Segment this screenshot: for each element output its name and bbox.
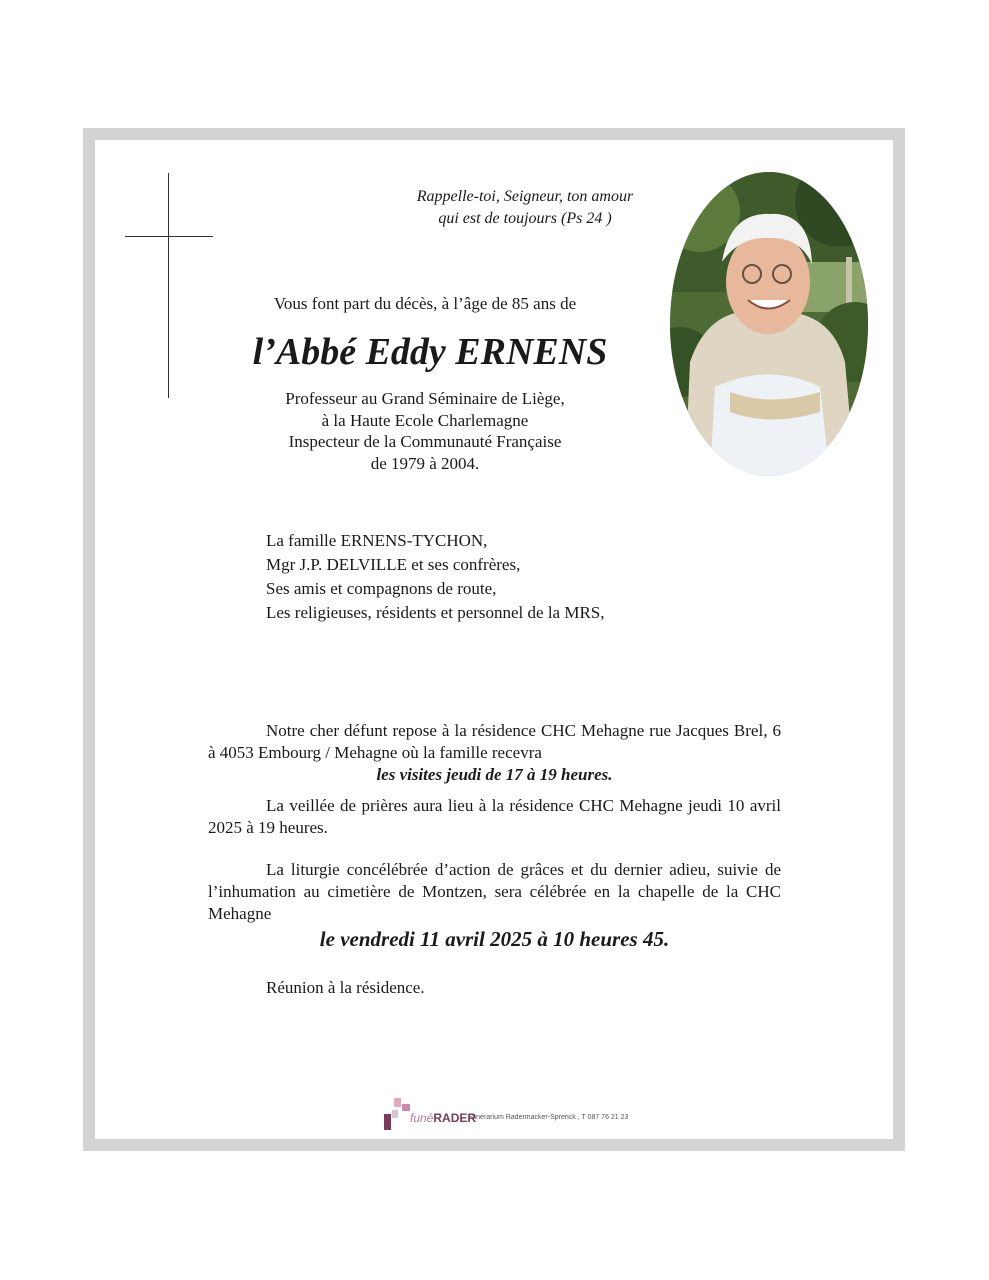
role-line: Professeur au Grand Séminaire de Liège, (285, 389, 565, 408)
family-list (266, 529, 726, 625)
announcement-line: Vous font part du décès, à l’âge de 85 ans de (273, 294, 577, 313)
liturgy-text: La liturgie concélébrée d’action de grâces et du dernier adieu, suivie de l’inhumation au cimetière de Montzen, sera célébrée en la chapelle de la CHC Mehagne (208, 860, 781, 923)
role-line: à la Haute Ecole Charlemagne (321, 410, 529, 430)
reunion-note: Réunion à la résidence. (266, 978, 425, 997)
roles-block (225, 388, 625, 474)
vigil-paragraph (208, 795, 781, 839)
role-line: de 1979 à 2004. (370, 453, 480, 473)
cross-horizontal-bar (125, 236, 213, 237)
family-line: La famille ERNENS-TYCHON, (266, 531, 488, 550)
repose-text: Notre cher défunt repose à la résidence CHC Mehagne rue Jacques Brel, 6 à 4053 Embourg / Mehagne où la famille recevra (208, 721, 781, 762)
vigil-text: La veillée de prières aura lieu à la résidence CHC Mehagne jeudi 10 avril 2025 à 19 heures. (208, 796, 781, 837)
deceased-name: l’Abbé Eddy ERNENS (252, 331, 608, 373)
brand-part-1: funé (410, 1111, 434, 1125)
cross-vertical-bar (168, 173, 169, 398)
family-line: Mgr J.P. DELVILLE et ses confrères, (266, 555, 521, 574)
family-line: Les religieuses, résidents et personnel de la MRS, (266, 603, 605, 622)
funerarium-contact: Funérarium Radermacker-Sprenck , T 087 76 21 23 (468, 1114, 629, 1121)
visits-block (208, 764, 781, 786)
funeral-home-footer (384, 1098, 629, 1132)
funerarium-brand (410, 1111, 476, 1125)
brand-part-2: RADER (433, 1111, 477, 1125)
verse-line-2: qui est de toujours (Ps 24 ) (438, 210, 612, 227)
family-line: Ses amis et compagnons de route, (266, 579, 497, 598)
repose-paragraph (208, 720, 781, 764)
verse-line-1: Rappelle-toi, Seigneur, ton amour (416, 188, 634, 205)
visits-text: les visites jeudi de 17 à 19 heures. (376, 765, 613, 784)
portrait-illustration (670, 172, 868, 476)
liturgy-paragraph (208, 859, 781, 925)
portrait-photo (670, 172, 868, 476)
ceremony-datetime: le vendredi 11 avril 2025 à 10 heures 45. (319, 927, 670, 951)
role-line: Inspecteur de la Communauté Française (288, 432, 562, 451)
ceremony-block (208, 925, 781, 953)
psalm-verse (360, 186, 690, 230)
